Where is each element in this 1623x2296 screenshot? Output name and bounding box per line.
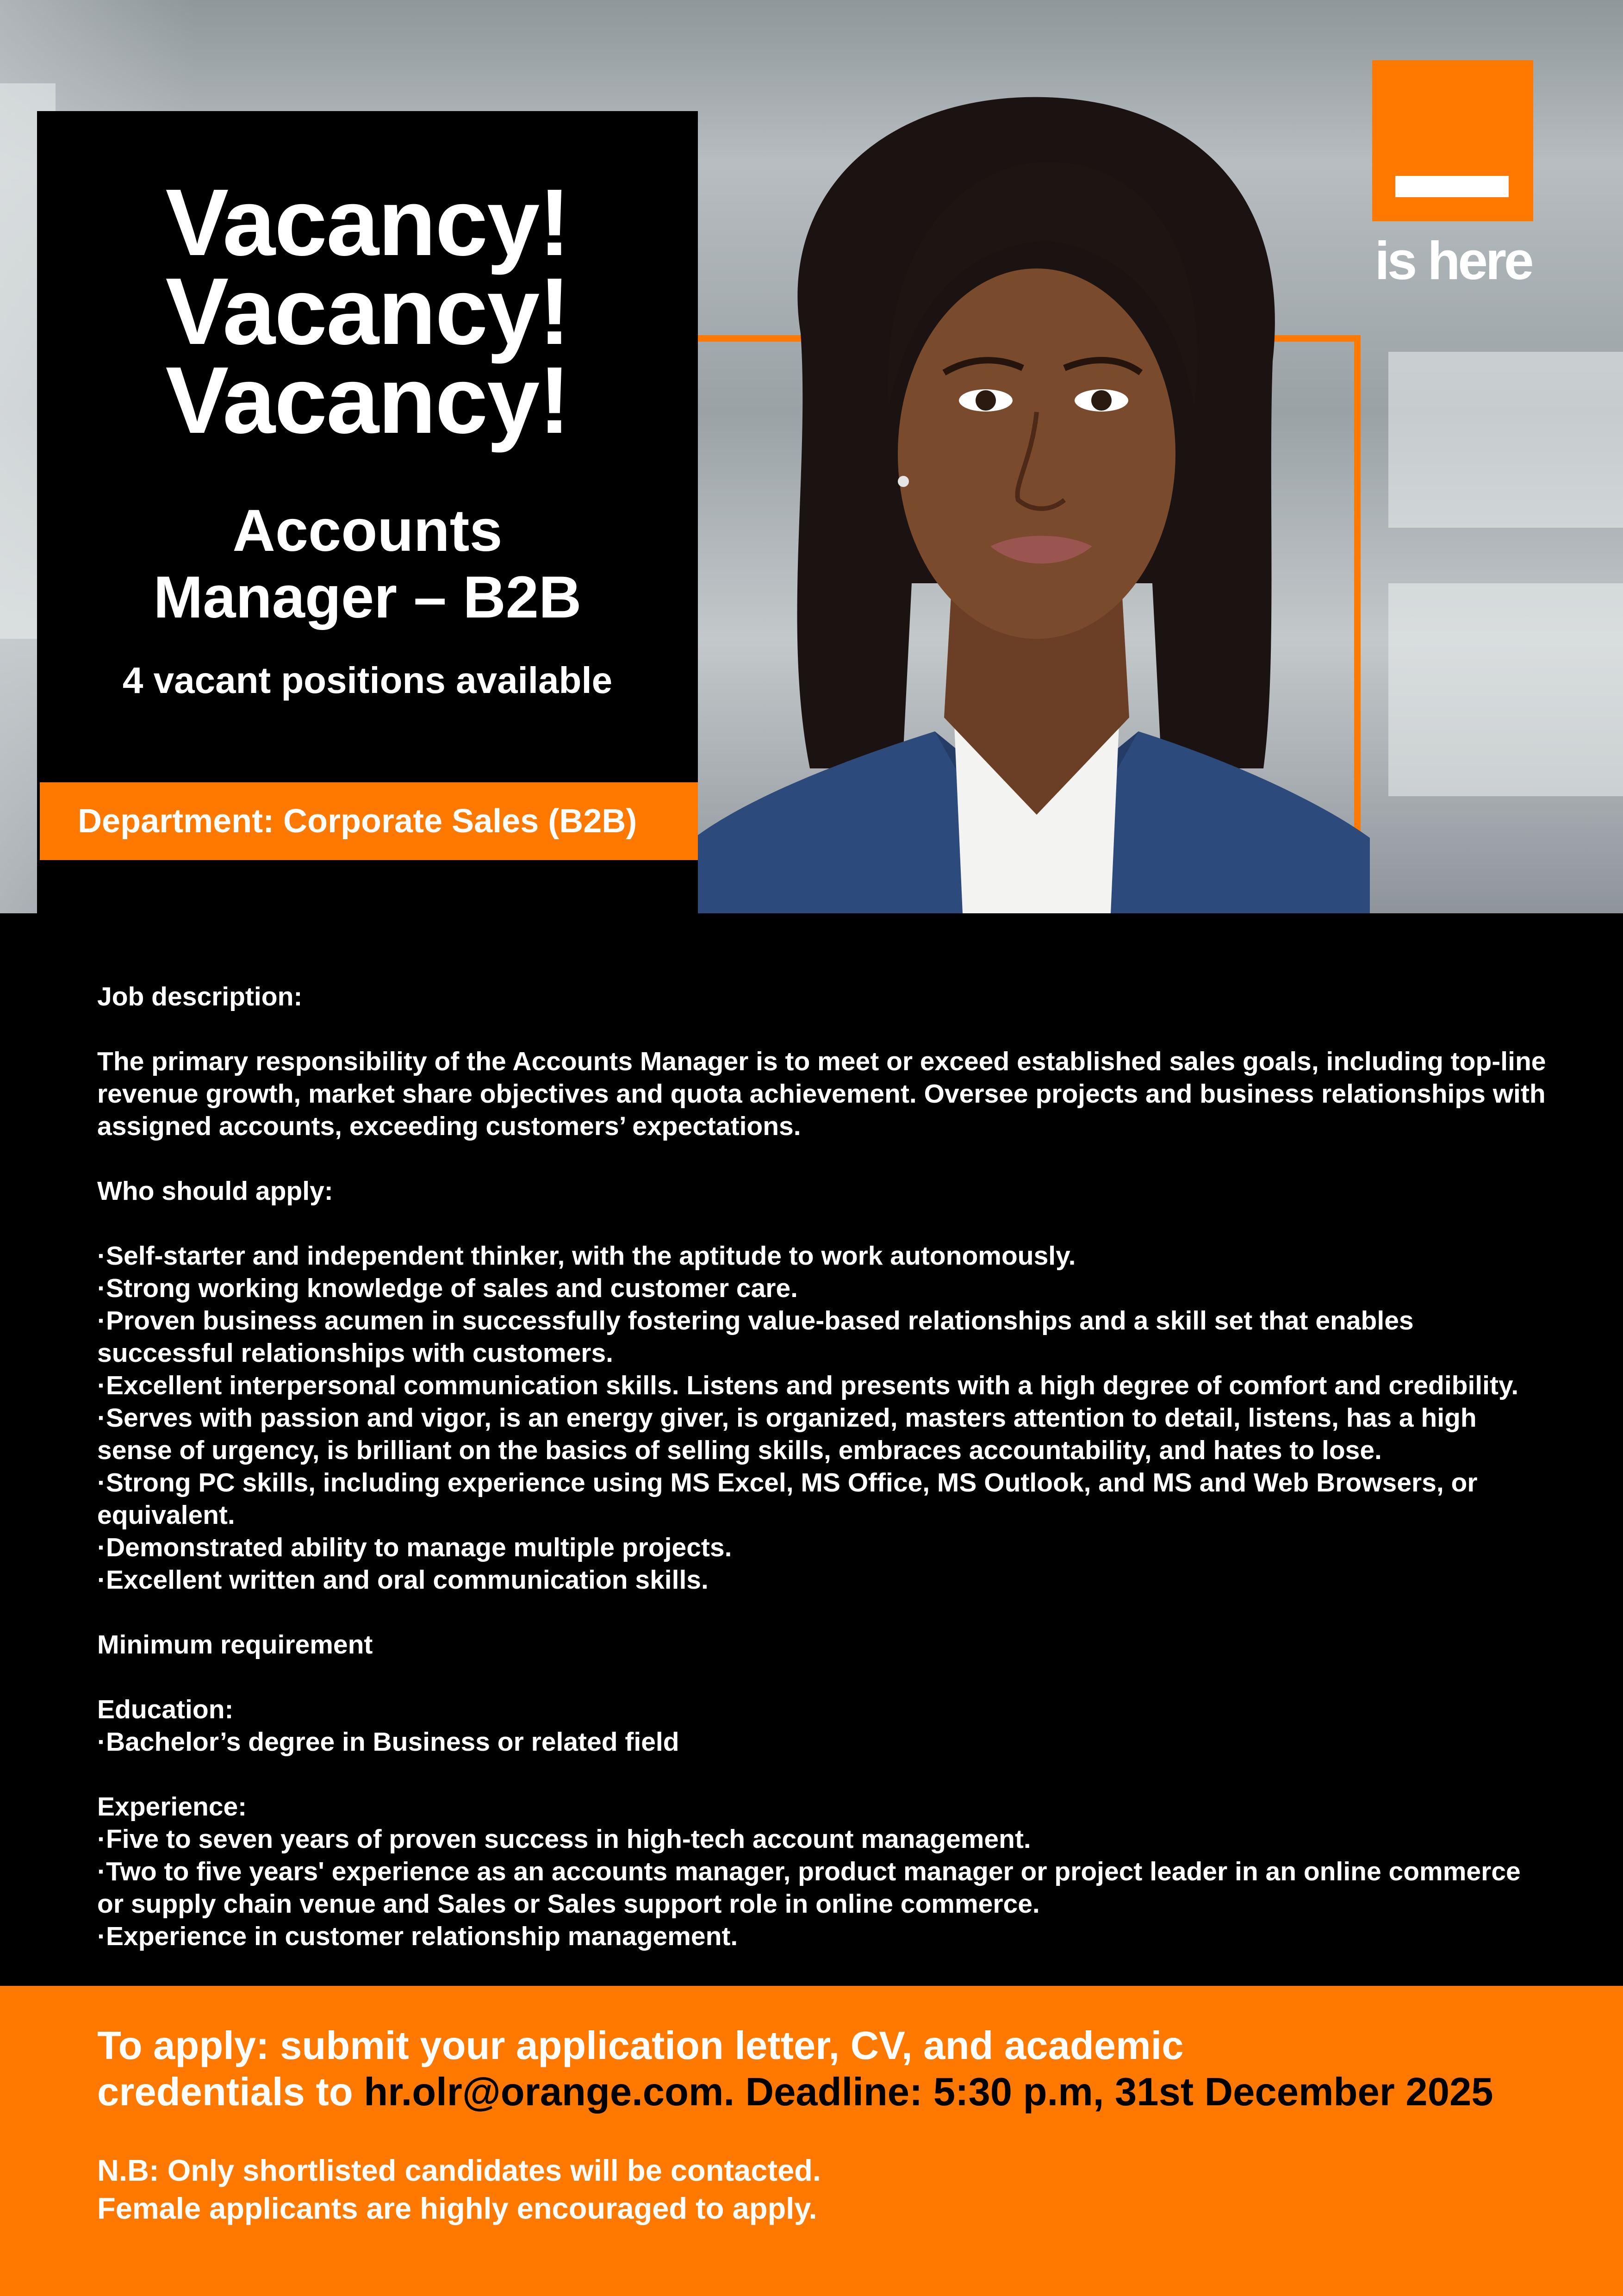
department-label: Department: Corporate Sales (B2B)	[78, 803, 637, 840]
logo-bar	[1395, 176, 1509, 197]
list-item: ·Serves with passion and vigor, is an energy giver, is organized, masters attention to detail, listens, has a high sense of urgency, is brilliant on the basics of selling skills, embraces accountability, and hates to lose.	[97, 1403, 1477, 1465]
list-item: ·Strong PC skills, including experience using MS Excel, MS Office, MS Outlook, and MS and Web Browsers, or equivalent.	[97, 1468, 1478, 1530]
role-line: Accounts	[232, 498, 503, 564]
hero-section	[0, 0, 1623, 913]
list-item: ·Proven business acumen in successfully fostering value-based relationships and a skill set that enables successful relationships with customers.	[97, 1306, 1414, 1368]
vacancy-line: Vacancy!	[165, 169, 570, 275]
department-banner	[40, 782, 698, 860]
nb-line: Female applicants are highly encouraged to apply.	[97, 2191, 817, 2225]
deadline-text: . Deadline: 5:30 p.m, 31st December 2025	[723, 2070, 1493, 2114]
nb-note	[97, 2152, 821, 2227]
apply-line: To apply: submit your application letter, CV, and academic	[97, 2024, 1184, 2068]
vacancy-line: Vacancy!	[165, 347, 570, 453]
vacancy-line: Vacancy!	[165, 258, 570, 364]
list-item: ·Strong working knowledge of sales and customer care.	[97, 1273, 798, 1303]
list-item: ·Two to five years' experience as an accounts manager, product manager or project leader in an online commerce or supply chain venue and Sales or Sales support role in online commerce.	[97, 1857, 1521, 1919]
role-title	[37, 498, 698, 631]
job-details	[97, 980, 1550, 1953]
vacancy-headline	[37, 169, 698, 453]
role-line: Manager – B2B	[153, 564, 582, 630]
section-heading: Job description:	[97, 982, 303, 1011]
section-heading: Who should apply:	[97, 1176, 333, 1206]
portrait-photo	[694, 74, 1370, 913]
apply-instructions	[97, 2023, 1578, 2115]
apply-line	[97, 2069, 1578, 2115]
list-item: ·Five to seven years of proven success in high-tech account management.	[97, 1824, 1031, 1854]
section-heading: Experience:	[97, 1792, 247, 1822]
apply-footer	[0, 1986, 1623, 2296]
background-window	[1388, 583, 1623, 796]
brand-tagline: is here	[1374, 231, 1532, 291]
list-item: ·Demonstrated ability to manage multiple projects.	[97, 1533, 732, 1562]
list-item: ·Self-starter and independent thinker, with the aptitude to work autonomously.	[97, 1241, 1076, 1271]
list-item: ·Excellent interpersonal communication skills. Listens and presents with a high degree of comfort and credibility.	[97, 1371, 1519, 1400]
section-heading: Minimum requirement	[97, 1630, 373, 1660]
email-link[interactable]: hr.olr@orange.com	[364, 2070, 724, 2114]
apply-prefix: credentials to	[97, 2070, 364, 2114]
nb-line: N.B: Only shortlisted candidates will be contacted.	[97, 2153, 821, 2187]
section-heading: Education:	[97, 1695, 234, 1724]
orange-logo-icon	[1372, 60, 1533, 221]
list-item: ·Bachelor’s degree in Business or related field	[97, 1727, 679, 1757]
description-text: The primary responsibility of the Accounts Manager is to meet or exceed established sales goals, including top-line revenue growth, market share objectives and quota achievement. Oversee projects and business relationships with assigned accounts, exceeding customers’ expectations.	[97, 1047, 1546, 1141]
positions-count: 4 vacant positions available	[122, 660, 613, 701]
list-item: ·Experience in customer relationship management.	[97, 1922, 738, 1951]
background-window	[1388, 352, 1623, 528]
list-item: ·Excellent written and oral communication skills.	[97, 1565, 709, 1595]
